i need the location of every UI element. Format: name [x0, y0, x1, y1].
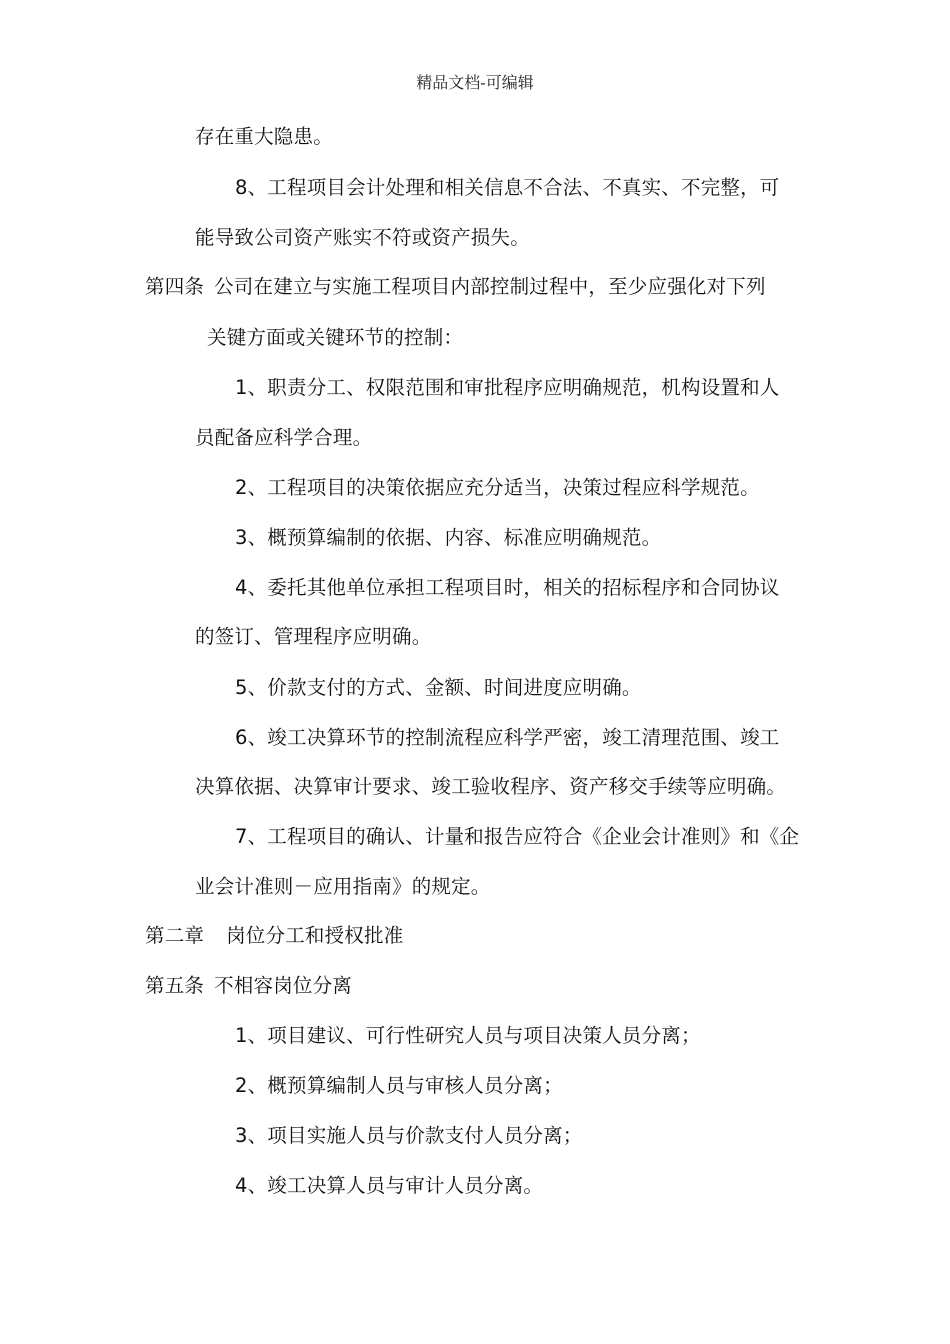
paragraph-line: 决算依据、决算审计要求、竣工验收程序、资产移交手续等应明确。	[195, 775, 787, 798]
paragraph-line: 能导致公司资产账实不符或资产损失。	[195, 226, 530, 249]
article-4-label: 第四条	[145, 275, 205, 298]
list-item-2: 2、概预算编制人员与审核人员分离；	[235, 1074, 563, 1097]
list-item-5: 5、价款支付的方式、金额、时间进度应明确。	[235, 676, 642, 699]
page-header: 精品文档-可编辑	[416, 73, 534, 92]
paragraph-line: 业会计准则－应用指南》的规定。	[195, 875, 491, 898]
list-item-4: 4、委托其他单位承担工程项目时，相关的招标程序和合同协议	[235, 576, 780, 599]
list-item-8: 8、工程项目会计处理和相关信息不合法、不真实、不完整，可	[235, 176, 780, 199]
list-item-3: 3、项目实施人员与价款支付人员分离；	[235, 1124, 583, 1147]
list-item-3: 3、概预算编制的依据、内容、标准应明确规范。	[235, 526, 662, 549]
chapter-2-heading	[145, 922, 403, 950]
list-item-1: 1、项目建议、可行性研究人员与项目决策人员分离；	[235, 1024, 701, 1047]
paragraph-line: 存在重大隐患。	[195, 125, 333, 148]
chapter-2-text: 岗位分工和授权批准	[226, 924, 404, 947]
chapter-2-label: 第二章	[145, 924, 205, 947]
article-5-heading	[145, 972, 352, 1000]
paragraph-line: 的签订、管理程序应明确。	[195, 625, 432, 648]
paragraph-line: 关键方面或关键环节的控制：	[207, 326, 464, 349]
paragraph-line: 员配备应科学合理。	[195, 426, 373, 449]
article-4-text: 公司在建立与实施工程项目内部控制过程中，至少应强化对下列	[214, 275, 766, 298]
list-item-7: 7、工程项目的确认、计量和报告应符合《企业会计准则》和《企	[235, 825, 800, 848]
list-item-6: 6、竣工决算环节的控制流程应科学严密，竣工清理范围、竣工	[235, 726, 780, 749]
list-item-2: 2、工程项目的决策依据应充分适当，决策过程应科学规范。	[235, 476, 760, 499]
list-item-4: 4、竣工决算人员与审计人员分离。	[235, 1174, 544, 1197]
list-item-1: 1、职责分工、权限范围和审批程序应明确规范，机构设置和人	[235, 376, 780, 399]
article-4-heading	[145, 273, 766, 301]
article-5-text: 不相容岗位分离	[214, 974, 353, 997]
article-5-label: 第五条	[145, 974, 205, 997]
